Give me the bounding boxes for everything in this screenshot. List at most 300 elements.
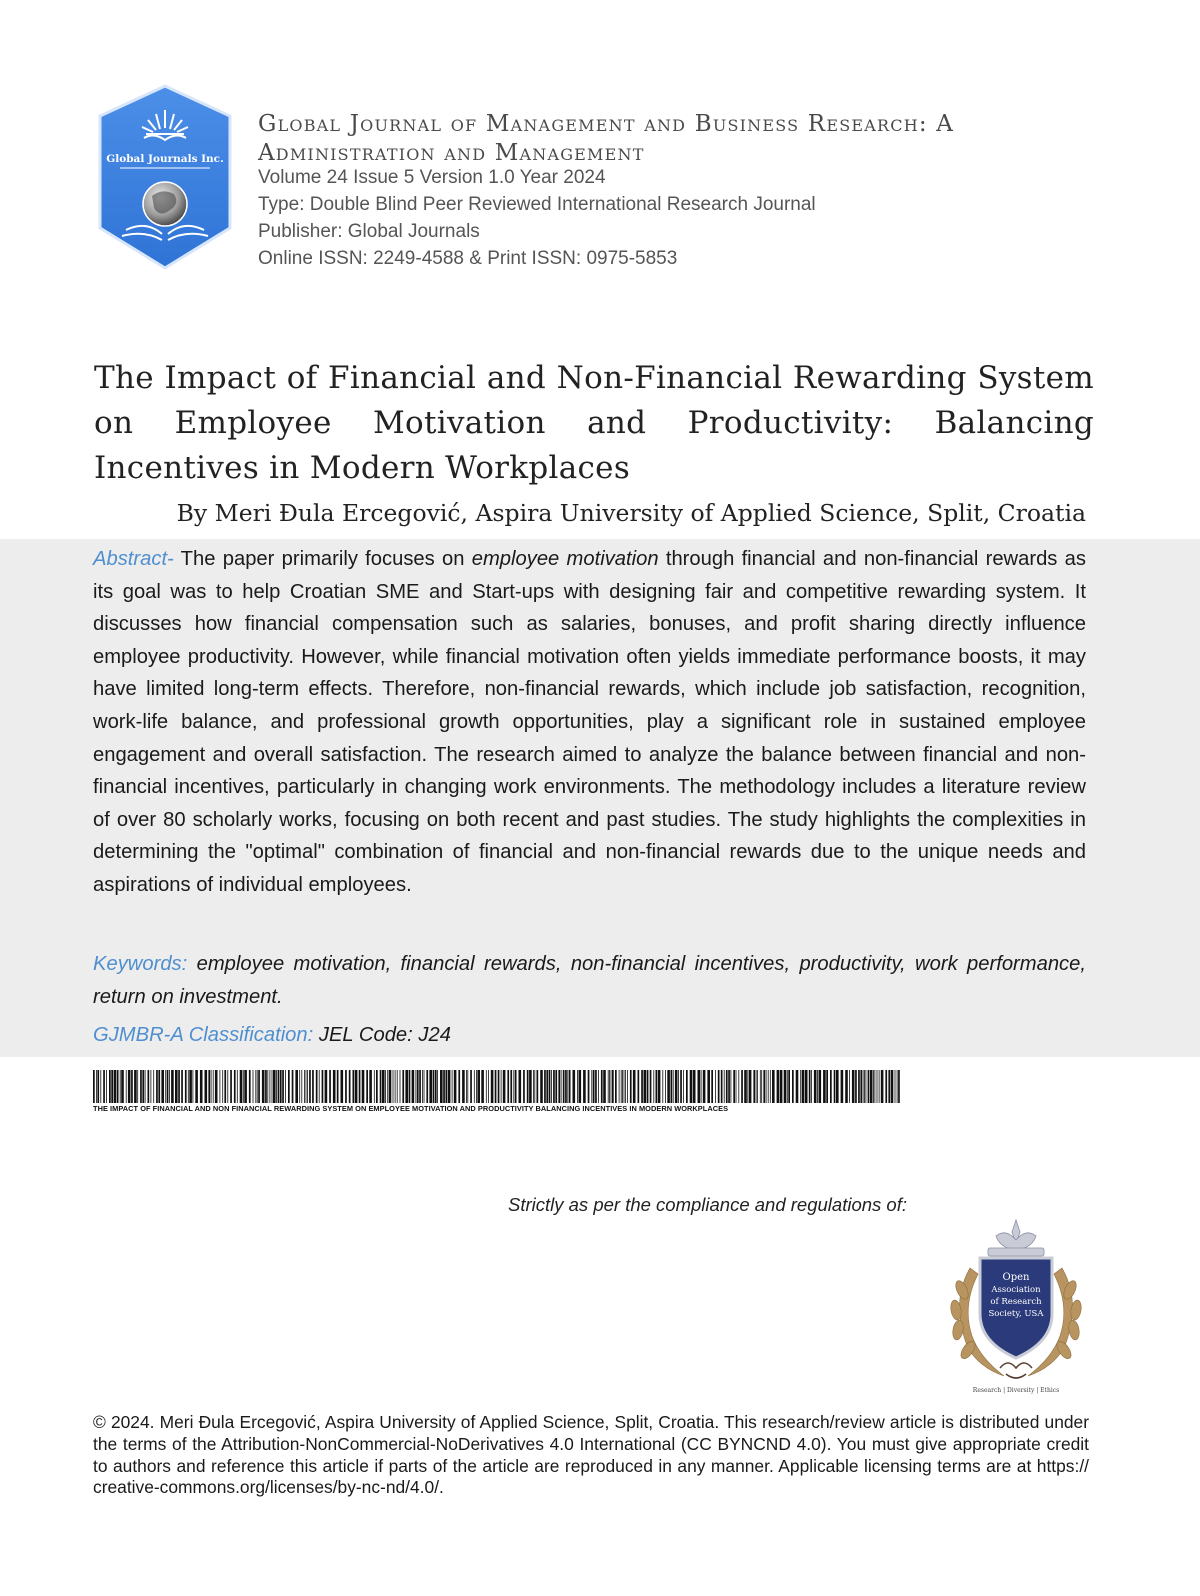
barcode-bar bbox=[563, 1070, 565, 1103]
barcode-bar bbox=[768, 1070, 769, 1103]
barcode-bar bbox=[208, 1070, 210, 1103]
barcode bbox=[93, 1070, 901, 1103]
barcode-bar bbox=[523, 1070, 525, 1103]
barcode-bar bbox=[792, 1070, 794, 1103]
barcode-bar bbox=[533, 1070, 534, 1103]
barcode-bar bbox=[877, 1070, 878, 1103]
barcode-bar bbox=[244, 1070, 247, 1103]
barcode-bar bbox=[551, 1070, 552, 1103]
barcode-bar bbox=[830, 1070, 832, 1103]
barcode-bar bbox=[307, 1070, 308, 1103]
barcode-bar bbox=[501, 1070, 502, 1103]
barcode-bar bbox=[873, 1070, 874, 1103]
barcode-bar bbox=[863, 1070, 864, 1103]
barcode-bar bbox=[707, 1070, 710, 1103]
barcode-bar bbox=[897, 1070, 898, 1103]
barcode-bar bbox=[527, 1070, 529, 1103]
keywords-label: Keywords: bbox=[93, 953, 188, 975]
barcode-bar bbox=[711, 1070, 713, 1103]
barcode-bar bbox=[128, 1070, 131, 1103]
classification bbox=[93, 1024, 1086, 1047]
issn: Online ISSN: 2249-4588 & Print ISSN: 0975-5853 bbox=[258, 248, 678, 269]
barcode-bar bbox=[359, 1070, 361, 1103]
barcode-bar bbox=[109, 1070, 111, 1103]
barcode-bar bbox=[870, 1070, 873, 1103]
barcode-bar bbox=[658, 1070, 661, 1103]
barcode-bar bbox=[823, 1070, 826, 1103]
barcode-bar bbox=[466, 1070, 467, 1103]
barcode-bar bbox=[817, 1070, 818, 1103]
barcode-bar bbox=[100, 1070, 101, 1103]
barcode-bar bbox=[195, 1070, 198, 1103]
barcode-bar bbox=[429, 1070, 432, 1103]
barcode-bar bbox=[665, 1070, 666, 1103]
barcode-bar bbox=[258, 1070, 260, 1103]
barcode-bar bbox=[805, 1070, 808, 1103]
barcode-bar bbox=[353, 1070, 355, 1103]
barcode-bar bbox=[257, 1070, 258, 1103]
barcode-bar bbox=[633, 1070, 636, 1103]
barcode-bar bbox=[881, 1070, 884, 1103]
barcode-bar bbox=[437, 1070, 438, 1103]
barcode-bar bbox=[858, 1070, 860, 1103]
barcode-bar bbox=[715, 1070, 716, 1103]
barcode-bar bbox=[134, 1070, 137, 1103]
barcode-bar bbox=[188, 1070, 189, 1103]
barcode-bar bbox=[301, 1070, 302, 1103]
barcode-bar bbox=[770, 1070, 771, 1103]
barcode-bar bbox=[185, 1070, 187, 1103]
barcode-bar bbox=[402, 1070, 404, 1103]
barcode-bar bbox=[644, 1070, 647, 1103]
barcode-bar bbox=[151, 1070, 152, 1103]
barcode-bar bbox=[733, 1070, 735, 1103]
barcode-bar bbox=[662, 1070, 663, 1103]
barcode-bar bbox=[583, 1070, 586, 1103]
barcode-bar bbox=[306, 1070, 307, 1103]
barcode-bar bbox=[292, 1070, 294, 1103]
barcode-bar bbox=[898, 1070, 900, 1103]
barcode-bar bbox=[565, 1070, 567, 1103]
barcode-bar bbox=[395, 1070, 396, 1103]
barcode-bar bbox=[486, 1070, 487, 1103]
barcode-bar bbox=[424, 1070, 425, 1103]
abstract-emphasis: employee motivation bbox=[471, 548, 659, 570]
barcode-bar bbox=[627, 1070, 628, 1103]
abstract-panel-cap bbox=[1085, 539, 1200, 1057]
barcode-bar bbox=[625, 1070, 626, 1103]
barcode-bar bbox=[227, 1070, 228, 1103]
barcode-bar bbox=[598, 1070, 599, 1103]
barcode-bar bbox=[621, 1070, 622, 1103]
barcode-bar bbox=[106, 1070, 107, 1103]
barcode-bar bbox=[443, 1070, 445, 1103]
barcode-bar bbox=[380, 1070, 382, 1103]
barcode-bar bbox=[240, 1070, 243, 1103]
barcode-bar bbox=[811, 1070, 812, 1103]
barcode-bar bbox=[230, 1070, 232, 1103]
seal-line-3: of Research bbox=[990, 1297, 1042, 1307]
barcode-bar bbox=[376, 1070, 378, 1103]
barcode-bar bbox=[624, 1070, 625, 1103]
barcode-bar bbox=[814, 1070, 817, 1103]
logo-text: Global Journals Inc. bbox=[106, 153, 224, 165]
barcode-bar bbox=[211, 1070, 212, 1103]
barcode-bar bbox=[836, 1070, 839, 1103]
barcode-bar bbox=[200, 1070, 203, 1103]
barcode-bar bbox=[495, 1070, 497, 1103]
barcode-bar bbox=[864, 1070, 865, 1103]
barcode-bar bbox=[546, 1070, 548, 1103]
barcode-bar bbox=[374, 1070, 375, 1103]
barcode-bar bbox=[462, 1070, 465, 1103]
barcode-bar bbox=[103, 1070, 105, 1103]
barcode-bar bbox=[800, 1070, 801, 1103]
barcode-bar bbox=[167, 1070, 169, 1103]
barcode-bar bbox=[270, 1070, 271, 1103]
barcode-bar bbox=[510, 1070, 512, 1103]
barcode-bar bbox=[470, 1070, 472, 1103]
barcode-bar bbox=[153, 1070, 154, 1103]
barcode-bar bbox=[491, 1070, 494, 1103]
barcode-bar bbox=[675, 1070, 678, 1103]
barcode-bar bbox=[507, 1070, 509, 1103]
barcode-bar bbox=[158, 1070, 160, 1103]
barcode-bar bbox=[619, 1070, 620, 1103]
barcode-bar bbox=[474, 1070, 475, 1103]
barcode-bar bbox=[416, 1070, 417, 1103]
barcode-bar bbox=[389, 1070, 392, 1103]
barcode-bar bbox=[519, 1070, 522, 1103]
barcode-text: THE IMPACT OF FINANCIAL AND NON FINANCIAL REWARDING SYSTEM ON EMPLOYEE MOTIVATION AND PRODUCTIVITY BALANCING INCENTIVES IN MODERN WORKPLACES bbox=[93, 1104, 729, 1113]
barcode-bar bbox=[417, 1070, 419, 1103]
barcode-bar bbox=[608, 1070, 609, 1103]
barcode-bar bbox=[612, 1070, 614, 1103]
barcode-bar bbox=[362, 1070, 365, 1103]
barcode-bar bbox=[422, 1070, 423, 1103]
publisher: Publisher: Global Journals bbox=[258, 221, 480, 242]
abstract-label: Abstract- bbox=[93, 548, 174, 570]
barcode-bar bbox=[446, 1070, 448, 1103]
barcode-bar bbox=[680, 1070, 682, 1103]
barcode-bar bbox=[341, 1070, 344, 1103]
barcode-bar bbox=[579, 1070, 582, 1103]
barcode-bar bbox=[888, 1070, 890, 1103]
barcode-bar bbox=[558, 1070, 560, 1103]
barcode-bar bbox=[156, 1070, 158, 1103]
barcode-bar bbox=[802, 1070, 805, 1103]
barcode-bar bbox=[385, 1070, 386, 1103]
seal-line-4: Society, USA bbox=[988, 1309, 1044, 1319]
barcode-bar bbox=[787, 1070, 788, 1103]
barcode-bar bbox=[601, 1070, 603, 1103]
barcode-bar bbox=[114, 1070, 117, 1103]
barcode-bar bbox=[866, 1070, 867, 1103]
barcode-bar bbox=[766, 1070, 767, 1103]
barcode-bar bbox=[753, 1070, 755, 1103]
barcode-bar bbox=[131, 1070, 133, 1103]
barcode-bar bbox=[834, 1070, 836, 1103]
barcode-bar bbox=[540, 1070, 543, 1103]
barcode-bar bbox=[701, 1070, 702, 1103]
barcode-bar bbox=[117, 1070, 119, 1103]
barcode-bar bbox=[325, 1070, 328, 1103]
barcode-bar bbox=[780, 1070, 783, 1103]
keywords-text: employee motivation, financial rewards, non-financial incentives, productivity, work performance, return on investment. bbox=[93, 953, 1086, 1008]
barcode-bar bbox=[653, 1070, 654, 1103]
barcode-bar bbox=[93, 1070, 95, 1103]
barcode-bar bbox=[400, 1070, 401, 1103]
article-title: The Impact of Financial and Non-Financial Rewarding System on Employee Motivation and Productivity: Balancing Incentives in Modern Workplaces bbox=[94, 360, 1094, 486]
barcode-bar bbox=[788, 1070, 790, 1103]
barcode-bar bbox=[189, 1070, 192, 1103]
barcode-bar bbox=[337, 1070, 339, 1103]
barcode-bar bbox=[860, 1070, 862, 1103]
barcode-bar bbox=[237, 1070, 238, 1103]
barcode-bar bbox=[273, 1070, 276, 1103]
classification-text: JEL Code: J24 bbox=[313, 1024, 451, 1046]
barcode-bar bbox=[387, 1070, 388, 1103]
journal-type: Type: Double Blind Peer Reviewed International Research Journal bbox=[258, 194, 816, 215]
barcode-bar bbox=[796, 1070, 799, 1103]
barcode-bar bbox=[841, 1070, 844, 1103]
barcode-bar bbox=[161, 1070, 164, 1103]
barcode-bar bbox=[96, 1070, 97, 1103]
barcode-bar bbox=[549, 1070, 551, 1103]
barcode-bar bbox=[724, 1070, 725, 1103]
barcode-bar bbox=[760, 1070, 761, 1103]
barcode-bar bbox=[638, 1070, 640, 1103]
barcode-bar bbox=[145, 1070, 146, 1103]
barcode-bar bbox=[561, 1070, 562, 1103]
barcode-bar bbox=[215, 1070, 218, 1103]
barcode-bar bbox=[265, 1070, 267, 1103]
barcode-bar bbox=[895, 1070, 896, 1103]
barcode-bar bbox=[615, 1070, 617, 1103]
barcode-bar bbox=[193, 1070, 194, 1103]
barcode-bar bbox=[749, 1070, 752, 1103]
barcode-bar bbox=[222, 1070, 223, 1103]
barcode-bar bbox=[683, 1070, 684, 1103]
barcode-bar bbox=[595, 1070, 597, 1103]
barcode-bar bbox=[741, 1070, 743, 1103]
barcode-bar bbox=[349, 1070, 351, 1103]
barcode-bar bbox=[255, 1070, 256, 1103]
barcode-bar bbox=[267, 1070, 268, 1103]
barcode-bar bbox=[761, 1070, 762, 1103]
barcode-bar bbox=[481, 1070, 484, 1103]
barcode-bar bbox=[393, 1070, 394, 1103]
abstract-text-part-2: through financial and non-financial rewards as its goal was to help Croatian SME and Start-ups with designing fair and competitive rewarding system. It discusses how financial compensation such as salaries, bonuses, and profit sharing directly influence employee productivity. However, while financial motivation often yields immediate performance boosts, it may have limited long-term effects. Therefore, non-financial rewards, which include job satisfaction, recognition, work-life balance, and professional growth opportunities, play a significant role in sustained employee engagement and overall satisfaction. The research aimed to analyze the balance between financial and non-financial incentives, particularly in changing work environments. The methodology includes a literature review of over 80 scholarly works, focusing on both recent and past studies. The study highlights the complexities in determining the "optimal" combination of financial and non-financial rewards due to the unique needs and aspirations of individual employees. bbox=[93, 548, 1086, 896]
barcode-bar bbox=[686, 1070, 688, 1103]
barcode-bar bbox=[282, 1070, 284, 1103]
barcode-bar bbox=[309, 1070, 311, 1103]
barcode-bar bbox=[726, 1070, 728, 1103]
barcode-bar bbox=[477, 1070, 480, 1103]
barcode-bar bbox=[276, 1070, 277, 1103]
barcode-bar bbox=[243, 1070, 244, 1103]
article-byline: By Meri Đula Ercegović, Aspira University of Applied Science, Split, Croatia bbox=[176, 499, 1086, 527]
barcode-bar bbox=[272, 1070, 273, 1103]
barcode-bar bbox=[544, 1070, 546, 1103]
barcode-bar bbox=[845, 1070, 848, 1103]
global-journals-logo bbox=[96, 84, 234, 270]
barcode-bar bbox=[673, 1070, 674, 1103]
barcode-bar bbox=[630, 1070, 632, 1103]
barcode-bar bbox=[140, 1070, 142, 1103]
barcode-bar bbox=[503, 1070, 506, 1103]
barcode-bar bbox=[426, 1070, 428, 1103]
barcode-bar bbox=[299, 1070, 300, 1103]
barcode-bar bbox=[249, 1070, 251, 1103]
barcode-bar bbox=[879, 1070, 880, 1103]
barcode-bar bbox=[148, 1070, 150, 1103]
barcode-bar bbox=[690, 1070, 693, 1103]
barcode-bar bbox=[809, 1070, 811, 1103]
oars-seal-logo bbox=[940, 1218, 1092, 1396]
barcode-bar bbox=[728, 1070, 730, 1103]
barcode-bar bbox=[555, 1070, 557, 1103]
barcode-bar bbox=[656, 1070, 658, 1103]
copyright-notice: © 2024. Meri Đula Ercegović, Aspira University of Applied Science, Split, Croatia. This research/review article is distributed under the terms of the Attribution-NonCommercial-NoDerivatives 4.0 International (CC BYNCND 4.0). You must give appropriate credit to authors and reference this article if parts of the article are reproduced in any manner. Applicable licensing terms are at https:// creative-commons.org/licenses/by-nc-nd/4.0/. bbox=[93, 1412, 1089, 1498]
barcode-bar bbox=[577, 1070, 578, 1103]
barcode-bar bbox=[611, 1070, 612, 1103]
barcode-bar bbox=[280, 1070, 282, 1103]
barcode-bar bbox=[738, 1070, 739, 1103]
barcode-bar bbox=[329, 1070, 331, 1103]
barcode-bar bbox=[355, 1070, 358, 1103]
barcode-bar bbox=[731, 1070, 732, 1103]
barcode-bar bbox=[316, 1070, 318, 1103]
barcode-bar bbox=[777, 1070, 780, 1103]
barcode-bar bbox=[826, 1070, 828, 1103]
barcode-bar bbox=[667, 1070, 670, 1103]
barcode-bar bbox=[593, 1070, 595, 1103]
barcode-bar bbox=[121, 1070, 124, 1103]
barcode-bar bbox=[322, 1070, 324, 1103]
barcode-bar bbox=[137, 1070, 138, 1103]
barcode-bar bbox=[855, 1070, 857, 1103]
barcode-bar bbox=[304, 1070, 305, 1103]
barcode-bar bbox=[319, 1070, 320, 1103]
barcode-bar bbox=[671, 1070, 673, 1103]
barcode-bar bbox=[382, 1070, 385, 1103]
barcode-bar bbox=[772, 1070, 775, 1103]
volume-info: Volume 24 Issue 5 Version 1.0 Year 2024 bbox=[258, 167, 606, 188]
seal-line-2: Association bbox=[991, 1285, 1041, 1295]
barcode-bar bbox=[569, 1070, 571, 1103]
barcode-bar bbox=[537, 1070, 539, 1103]
seal-motto: Research | Diversity | Ethics bbox=[972, 1387, 1060, 1394]
barcode-bar bbox=[891, 1070, 894, 1103]
barcode-bar bbox=[253, 1070, 254, 1103]
barcode-bar bbox=[369, 1070, 372, 1103]
barcode-bar bbox=[333, 1070, 336, 1103]
compliance-statement: Strictly as per the compliance and regulations of: bbox=[508, 1194, 907, 1215]
barcode-bar bbox=[97, 1070, 99, 1103]
barcode-bar bbox=[262, 1070, 265, 1103]
barcode-bar bbox=[875, 1070, 876, 1103]
barcode-bar bbox=[744, 1070, 747, 1103]
barcode-bar bbox=[476, 1070, 477, 1103]
barcode-bar bbox=[433, 1070, 435, 1103]
barcode-bar bbox=[220, 1070, 221, 1103]
barcode-bar bbox=[213, 1070, 214, 1103]
barcode-bar bbox=[849, 1070, 850, 1103]
barcode-bar bbox=[458, 1070, 460, 1103]
barcode-bar bbox=[756, 1070, 757, 1103]
barcode-bar bbox=[312, 1070, 314, 1103]
classification-label: GJMBR-A Classification: bbox=[93, 1024, 314, 1046]
barcode-bar bbox=[288, 1070, 290, 1103]
barcode-bar bbox=[498, 1070, 500, 1103]
barcode-bar bbox=[736, 1070, 737, 1103]
barcode-bar bbox=[647, 1070, 649, 1103]
barcode-bar bbox=[142, 1070, 144, 1103]
barcode-bar bbox=[169, 1070, 170, 1103]
barcode-bar bbox=[205, 1070, 208, 1103]
barcode-bar bbox=[111, 1070, 113, 1103]
barcode-bar bbox=[345, 1070, 347, 1103]
barcode-bar bbox=[435, 1070, 437, 1103]
barcode-bar bbox=[397, 1070, 398, 1103]
barcode-bar bbox=[763, 1070, 765, 1103]
barcode-bar bbox=[285, 1070, 286, 1103]
abstract bbox=[93, 543, 1086, 902]
barcode-bar bbox=[234, 1070, 236, 1103]
barcode-bar bbox=[467, 1070, 468, 1103]
barcode-bar bbox=[515, 1070, 517, 1103]
keywords bbox=[93, 948, 1086, 1013]
barcode-bar bbox=[622, 1070, 623, 1103]
barcode-bar bbox=[440, 1070, 443, 1103]
barcode-bar bbox=[278, 1070, 280, 1103]
barcode-bar bbox=[454, 1070, 457, 1103]
barcode-bar bbox=[718, 1070, 720, 1103]
barcode-bar bbox=[703, 1070, 706, 1103]
barcode-bar bbox=[488, 1070, 489, 1103]
barcode-bar bbox=[609, 1070, 610, 1103]
barcode-bar bbox=[747, 1070, 748, 1103]
barcode-bar bbox=[529, 1070, 532, 1103]
abstract-text-part-1: The paper primarily focuses on bbox=[173, 548, 472, 570]
barcode-bar bbox=[567, 1070, 568, 1103]
barcode-bar bbox=[650, 1070, 652, 1103]
barcode-bar bbox=[603, 1070, 606, 1103]
barcode-bar bbox=[591, 1070, 592, 1103]
barcode-bar bbox=[452, 1070, 453, 1103]
barcode-bar bbox=[573, 1070, 576, 1103]
journal-name: Global Journal of Management and Business Research: A Administration and Management bbox=[258, 111, 955, 166]
barcode-bar bbox=[553, 1070, 555, 1103]
barcode-bar bbox=[588, 1070, 590, 1103]
barcode-bar bbox=[178, 1070, 180, 1103]
barcode-bar bbox=[405, 1070, 408, 1103]
barcode-bar bbox=[120, 1070, 121, 1103]
barcode-bar bbox=[534, 1070, 535, 1103]
barcode-bar bbox=[678, 1070, 679, 1103]
barcode-bar bbox=[412, 1070, 415, 1103]
barcode-bar bbox=[698, 1070, 701, 1103]
barcode-bar bbox=[409, 1070, 411, 1103]
barcode-bar bbox=[852, 1070, 855, 1103]
barcode-bar bbox=[419, 1070, 421, 1103]
barcode-bar bbox=[784, 1070, 787, 1103]
barcode-bar bbox=[868, 1070, 870, 1103]
barcode-bar bbox=[165, 1070, 166, 1103]
barcode-bar bbox=[693, 1070, 696, 1103]
barcode-bar bbox=[641, 1070, 643, 1103]
